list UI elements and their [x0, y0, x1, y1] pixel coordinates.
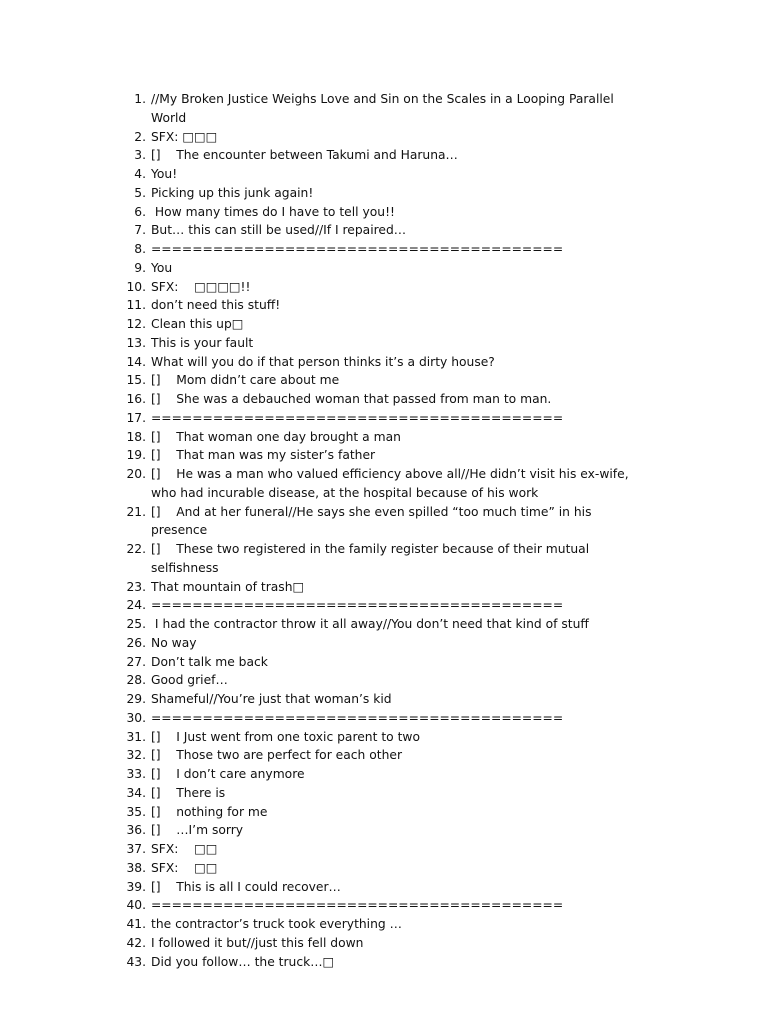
line-text: How many times do I have to tell you!!	[151, 204, 395, 219]
script-line	[0, 915, 768, 934]
line-text: [] The encounter between Takumi and Haruna…	[151, 148, 458, 163]
line-number: 28.	[126, 673, 146, 688]
line-text: You!	[151, 167, 178, 181]
script-line	[0, 315, 768, 334]
line-number: 39.	[126, 879, 146, 894]
line-number: 10.	[126, 279, 146, 294]
line-text: Shameful//You’re just that woman’s kid	[151, 692, 392, 706]
line-number: 19.	[126, 448, 146, 463]
line-text: [] Mom didn’t care about me	[151, 373, 340, 388]
line-text: What will you do if that person thinks it’s a dirty house?	[151, 354, 495, 369]
line-text: [] I Just went from one toxic parent to two	[151, 729, 420, 744]
line-text: SFX: □□□□!!	[151, 279, 251, 294]
line-text: [] That woman one day brought a man	[151, 429, 401, 444]
line-number: 29.	[126, 692, 146, 706]
line-number: 33.	[126, 767, 146, 781]
line-text: That mountain of trash□	[151, 579, 305, 594]
line-number: 11.	[126, 298, 146, 313]
line-text: This is your fault	[151, 335, 254, 350]
script-line	[0, 953, 768, 972]
line-text: [] …I’m sorry	[151, 823, 244, 838]
script-line	[0, 446, 768, 465]
line-text: Did you follow… the truck…□	[151, 954, 335, 969]
script-line	[0, 334, 768, 353]
script-line-list	[0, 90, 768, 971]
line-text: Good grief…	[151, 673, 228, 688]
line-text: [] There is	[151, 785, 226, 800]
line-number: 2.	[134, 129, 146, 144]
script-line	[0, 240, 768, 259]
line-number: 41.	[126, 917, 146, 931]
line-number: 43.	[126, 954, 146, 969]
line-number: 25.	[126, 617, 146, 631]
script-line	[0, 371, 768, 390]
script-line	[0, 709, 768, 728]
line-text: don’t need this stuff!	[151, 298, 281, 313]
line-number: 32.	[126, 748, 146, 763]
line-number: 6.	[134, 204, 146, 219]
script-line	[0, 184, 768, 203]
line-text: the contractor’s truck took everything …	[151, 917, 402, 931]
line-text: I had the contractor throw it all away//You don’t need that kind of stuff	[151, 617, 589, 631]
line-number: 31.	[126, 729, 146, 744]
script-line	[0, 428, 768, 447]
line-text: No way	[151, 635, 197, 650]
line-text: [] I don’t care anymore	[151, 767, 305, 781]
line-number: 15.	[126, 373, 146, 388]
line-number: 34.	[126, 785, 146, 800]
script-line	[0, 653, 768, 672]
script-line	[0, 784, 768, 803]
line-number: 24.	[126, 598, 146, 613]
line-number: 13.	[126, 335, 146, 350]
line-number: 16.	[126, 392, 146, 406]
script-line	[0, 615, 768, 634]
script-line	[0, 165, 768, 184]
line-text: Picking up this junk again!	[151, 185, 314, 200]
script-line	[0, 578, 768, 597]
script-line	[0, 390, 768, 409]
line-text: SFX: □□	[151, 842, 218, 856]
script-line	[0, 278, 768, 297]
script-line	[0, 765, 768, 784]
line-text: Clean this up□	[151, 317, 244, 331]
line-number: 27.	[126, 654, 146, 669]
line-number: 40.	[126, 898, 146, 913]
line-number: 38.	[126, 860, 146, 875]
line-number: 17.	[126, 410, 146, 425]
line-number: 7.	[134, 223, 146, 238]
script-line	[0, 90, 768, 128]
line-text: ========================================	[151, 598, 564, 613]
script-line	[0, 746, 768, 765]
script-line	[0, 896, 768, 915]
line-text: ========================================	[151, 898, 564, 913]
line-number: 22.	[126, 542, 146, 556]
line-number: 12.	[126, 317, 146, 331]
script-line	[0, 671, 768, 690]
line-text: You	[151, 260, 173, 275]
line-number: 42.	[126, 935, 146, 950]
script-line	[0, 503, 768, 541]
line-text: [] She was a debauched woman that passed from man to man.	[151, 392, 552, 406]
script-line	[0, 634, 768, 653]
script-line	[0, 259, 768, 278]
line-number: 1.	[134, 92, 146, 106]
script-line	[0, 221, 768, 240]
line-text: SFX: □□	[151, 860, 218, 875]
script-line	[0, 690, 768, 709]
script-line	[0, 203, 768, 222]
line-text: [] These two registered in the family register because of their mutual selfishness	[151, 542, 590, 575]
line-text: //My Broken Justice Weighs Love and Sin on the Scales in a Looping Parallel World	[151, 92, 614, 125]
line-number: 3.	[134, 148, 146, 163]
script-line	[0, 859, 768, 878]
script-line	[0, 409, 768, 428]
line-text: [] That man was my sister’s father	[151, 448, 376, 463]
script-line	[0, 878, 768, 897]
line-number: 36.	[126, 823, 146, 838]
script-line	[0, 540, 768, 578]
script-line	[0, 803, 768, 822]
line-text: ========================================	[151, 410, 564, 425]
script-line	[0, 934, 768, 953]
line-number: 30.	[126, 710, 146, 725]
line-text: Don’t talk me back	[151, 654, 268, 669]
line-number: 26.	[126, 635, 146, 650]
line-number: 23.	[126, 579, 146, 594]
script-line	[0, 728, 768, 747]
line-number: 8.	[134, 242, 146, 256]
line-number: 21.	[126, 504, 146, 519]
line-text: But… this can still be used//If I repaired…	[151, 223, 407, 238]
line-number: 4.	[134, 167, 146, 181]
script-line	[0, 596, 768, 615]
line-text: SFX: □□□	[151, 129, 218, 144]
script-line	[0, 296, 768, 315]
line-text: [] He was a man who valued efficiency above all//He didn’t visit his ex-wife, who had incurable disease, at the hospital because of his work	[151, 467, 629, 500]
line-number: 20.	[126, 467, 146, 481]
line-number: 9.	[134, 260, 146, 275]
line-text: [] This is all I could recover…	[151, 879, 341, 894]
line-number: 5.	[134, 185, 146, 200]
line-text: ========================================	[151, 710, 564, 725]
script-line	[0, 840, 768, 859]
line-text: [] And at her funeral//He says she even spilled “too much time” in his presence	[151, 504, 592, 538]
script-line	[0, 353, 768, 372]
script-line	[0, 821, 768, 840]
script-line	[0, 128, 768, 147]
line-number: 35.	[126, 804, 146, 819]
script-line	[0, 465, 768, 503]
line-text: [] Those two are perfect for each other	[151, 748, 402, 763]
line-text: ========================================	[151, 242, 564, 256]
line-number: 18.	[126, 429, 146, 444]
line-text: I followed it but//just this fell down	[151, 935, 364, 950]
line-text: [] nothing for me	[151, 804, 268, 819]
line-number: 37.	[126, 842, 146, 856]
line-number: 14.	[126, 354, 146, 369]
script-line	[0, 146, 768, 165]
